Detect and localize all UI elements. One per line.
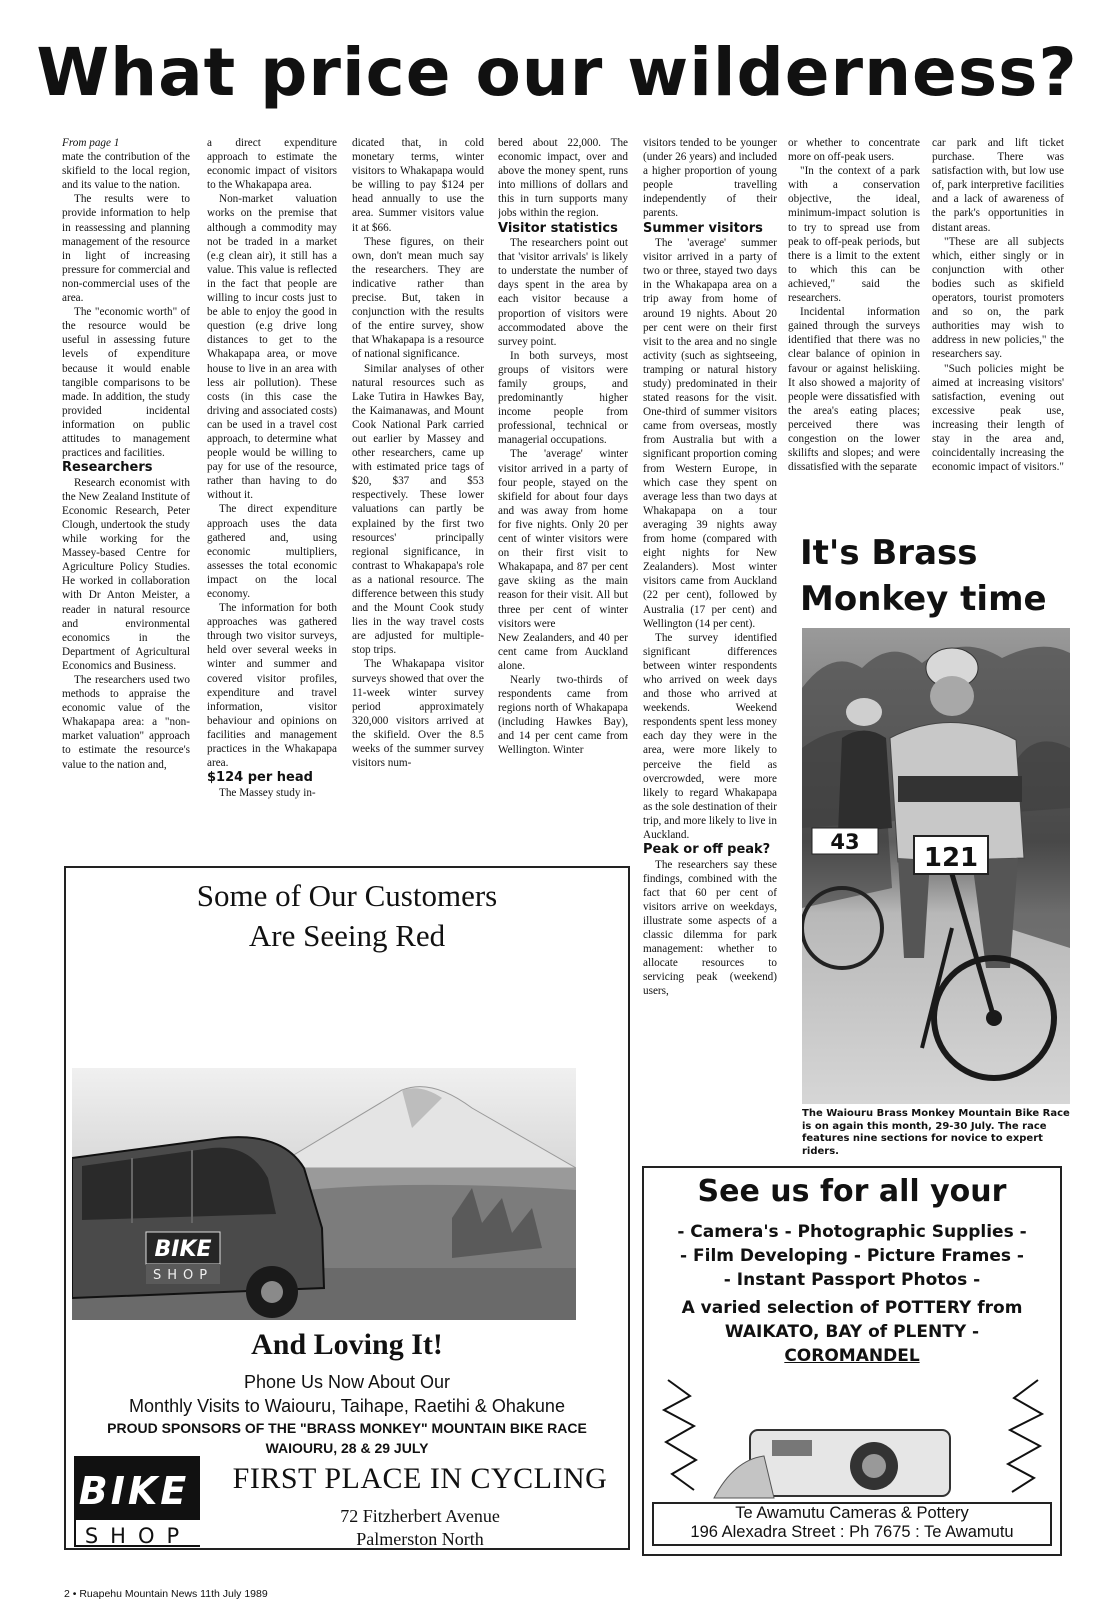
flash-zigzag-right xyxy=(1008,1380,1042,1492)
paragraph: The "economic worth" of the resource would be useful in assessing future levels of expenditure because it would enable tangible comparisons to be made. In addition, the study provided incidental information on public attitudes to management practices and facilities. xyxy=(62,306,190,460)
article-column-5 xyxy=(643,136,777,1146)
camera-illustration xyxy=(654,1370,1050,1500)
ad-loving-it: And Loving It! xyxy=(251,1328,443,1361)
paragraph: "Such policies might be aimed at increasing visitors' satisfaction, evening out excessive peak use, increasing their length of stay in the area and, coincidentally increasing the economic impact of visitors." xyxy=(932,362,1064,474)
paragraph: Research economist with the New Zealand Institute of Economic Research, Peter Clough, undertook the study while working for the Massey-based Centre for Agriculture Policy Studies. He worked in collaboration with Dr Anton Meister, a reader in natural resource and environmental economics in the Department of Agricultural Economics and Business. xyxy=(62,476,190,672)
paragraph: "In the context of a park with a conservation objective, the ideal, minimum-impact solution is to try to spread use from peak to off-peak periods, but there is a limit to the extent to which this can be achieved," said the researchers. xyxy=(788,165,920,305)
ad2-line-pottery: A varied selection of POTTERY from xyxy=(681,1298,1023,1318)
ad-phone-line: Phone Us Now About Our xyxy=(243,1372,451,1392)
ad-heading-line-2: Are Seeing Red xyxy=(248,918,446,953)
paragraph: Similar analyses of other natural resources such as Lake Tutira in Hawkes Bay, the Kaimanawas, and Mount Cook National Park carried out earlier by Massey and other researchers, came up with estimated price tags of $20, $37 and $53 respectively. These lower valuations can partly be explained by the first two resources' principally regional significance, in contrast to Whakapapa's role as a national resource. The difference between this study and the Mount Cook study lies in the way travel costs are adjusted for multiple-stop trips. xyxy=(352,362,484,657)
ad2-heading: See us for all your xyxy=(697,1174,1007,1209)
ad2-line-coromandel: COROMANDEL xyxy=(784,1346,920,1366)
paragraph: Incidental information gained through the surveys identified that there was no clear balance of opinion in favour or against heliskiing. It also showed a majority of people were dissatisfied with the area's eating places; perceived there was congestion on the lower skilifts and slopes; and were dissatisfied with the separate xyxy=(788,306,920,474)
paragraph: The direct expenditure approach uses the data gathered and, using economic multipliers, assesses the total economic impact on the local economy. xyxy=(207,503,337,600)
article-column-4 xyxy=(498,136,628,848)
ad-dates-line: WAIOURU, 28 & 29 JULY xyxy=(265,1440,429,1456)
paragraph: car park and lift ticket purchase. There was satisfaction with, but low use of, park interpretive facilities and a lack of awareness of the park's opportunities in distant areas. xyxy=(932,137,1064,234)
brass-title-line-1: It's Brass xyxy=(800,533,978,573)
subheading-researchers: Researchers xyxy=(62,460,153,476)
ad-address-city: Palmerston North xyxy=(356,1529,484,1549)
paragraph: Non-market valuation works on the premise that although a commodity may not be traded in a market (e.g clean air), it still has a value. This value is reflected in the fact that people are willing to incur costs just to be able to enjoy the good in question (e.g drive long distances to get to the Whakapapa area, or move house to live in an area with less air pollution). These costs (in this case the driving and associated costs) can be used in a travel cost approach, to determine what people would be willing to pay for use of the resource, rather than having to do without it. xyxy=(207,193,337,502)
subheading-visitor-statistics: Visitor statistics xyxy=(498,220,618,236)
paragraph: The information for both approaches was gathered through two visitor surveys, held over several weeks in winter and summer and covered visitor profiles, expenditure and travel information, visitor behaviour and opinions on facilities and management practices in the Whakapapa area. xyxy=(207,602,337,770)
photo-caption: The Waiouru Brass Monkey Mountain Bike Race is on again this month, 29-30 July. The race features nine sections for novice to expert riders. xyxy=(802,1108,1070,1157)
ad2-line-cameras: - Camera's - Photographic Supplies - xyxy=(677,1222,1027,1242)
paragraph: or whether to concentrate more on off-peak users. xyxy=(788,137,920,164)
paragraph: The Massey study in- xyxy=(219,786,316,799)
flash-zigzag-left xyxy=(664,1380,696,1490)
ad2-store-address: 196 Alexadra Street : Ph 7675 : Te Awamutu xyxy=(690,1523,1014,1541)
page-footer: 2 • Ruapehu Mountain News 11th July 1989 xyxy=(64,1588,268,1600)
paragraph: The researchers say these findings, combined with the fact that 60 per cent of visitors arrive on weekdays, illustrate some aspects of a classic dilemma for park management: whether to allocate resources to servicing peak (weekend) users, xyxy=(643,858,777,998)
continued-from: From page 1 xyxy=(62,137,120,149)
bib-number-121: 121 xyxy=(923,843,979,873)
ad2-line-passport: - Instant Passport Photos - xyxy=(723,1270,981,1290)
logo-bike-text: BIKE xyxy=(78,1469,190,1513)
paragraph: The researchers point out that 'visitor arrivals' is likely to understate the number of days spent in the area by each visitor because a proportion of visitors were accommodated above the survey point. xyxy=(498,237,628,348)
subheading-peak-or-off-peak: Peak or off peak? xyxy=(643,842,771,858)
paragraph: The 'average' summer visitor arrived in a party of two or three, stayed two days in the Whakapapa area on a trip away from home of around 19 nights. About 20 per cent were on their first visit to the area and no single activity (such as sightseeing, tramping or natural history study) predominated in their stated reasons for the visit. One-third of summer visitors came from overseas, mostly from Australia but with a significant proportion coming from Western Europe, in which case they spent on average less than two days at Whakapapa on a tour averaging 39 nights away from home (compared with eight nights for New Zealanders). Most winter visitors came from Auckland (22 per cent), followed by Australia (17 per cent) and Wellington (14 per cent). xyxy=(643,237,777,630)
logo-shop-text: SHOP xyxy=(84,1524,192,1548)
van-logo-bike: BIKE xyxy=(154,1237,212,1262)
paragraph: visitors tended to be younger (under 26 years) and included a higher proportion of young people travelling independently of their parents. xyxy=(643,137,777,220)
paragraph: bered about 22,000. The economic impact, over and above the money spent, runs into millions of dollars and this in turn supports many jobs within the region. xyxy=(498,137,628,220)
ad-heading-line-1: Some of Our Customers xyxy=(196,878,498,913)
paragraph: Nearly two-thirds of respondents came from regions north of Whakapapa (including Hawkes Bay), and 14 per cent came from Wellington. Winter xyxy=(498,673,628,757)
ad-address-street: 72 Fitzherbert Avenue xyxy=(340,1506,500,1526)
van-photo xyxy=(72,1018,576,1320)
van-logo-shop: SHOP xyxy=(152,1268,214,1283)
subheading-124-per-head: $124 per head xyxy=(207,770,313,786)
paragraph: dicated that, in cold monetary terms, winter visitors to Whakapapa would be willing to pay $124 per head annually to use the area. Summer visitors value it at $66. xyxy=(352,137,484,234)
paragraph: mate the contribution of the skifield to the local region, and its value to the nation. xyxy=(62,151,190,192)
article-column-3 xyxy=(352,136,484,848)
article-column-6 xyxy=(788,136,920,528)
brass-title-line-2: Monkey time xyxy=(800,579,1047,619)
camera-pottery-advertisement xyxy=(642,1166,1062,1556)
paragraph: In both surveys, most groups of visitors were family groups, and predominantly higher income people from professional, technical or managerial occupations. xyxy=(498,349,628,447)
paragraph: The researchers used two methods to appraise the economic value of the Whakapapa area: a "non-market valuation" approach to estimate the resource's value to the nation and, xyxy=(62,673,190,771)
paragraph: a direct expenditure approach to estimate the economic impact of visitors to the Whakapapa area. xyxy=(207,137,337,192)
ad2-footer-box xyxy=(652,1502,1052,1546)
ad2-line-regions: WAIKATO, BAY of PLENTY - xyxy=(724,1322,980,1342)
paragraph: These figures, on their own, don't mean much say the researchers. They are indicative rather than precise. But, taken in conjunction with the results of the entire survey, show that Whakapapa is a resource of national significance. xyxy=(352,235,484,361)
article-column-2 xyxy=(207,136,337,848)
paragraph: The 'average' winter visitor arrived in a party of four people, stayed on the skifield for about four days and was away from home for five nights. Only 20 per cent of winter visitors were on their first visit to Whakapapa, and 87 per cent gave skiing as the main reason for their visit. All but three per cent of winter visitors were xyxy=(498,448,628,630)
bib-number-43: 43 xyxy=(830,830,860,854)
article-column-1 xyxy=(62,136,190,848)
mountain-bike-photo xyxy=(802,628,1070,1104)
ad2-line-film: - Film Developing - Picture Frames - xyxy=(680,1246,1024,1266)
ad-first-place: FIRST PLACE IN CYCLING xyxy=(232,1462,608,1495)
paragraph: The survey identified significant differences between winter respondents who arrived on week days and those who arrived at weekends. Weekend respondents spent less money each day they were in the area, were more likely to perceive the field as overcrowded, were more likely to regard Whakapapa as the sole destination of their trip, and more likely to live in Auckland. xyxy=(643,631,777,841)
paragraph: The results were to provide information to help in reassessing and planning management of the resource in light of increasing pressure for commercial and non-commercial uses of the area. xyxy=(62,193,190,305)
article-column-7 xyxy=(932,136,1064,528)
headline: What price our wilderness? xyxy=(36,34,1078,111)
bike-shop-advertisement xyxy=(64,866,630,1550)
subheading-summer-visitors: Summer visitors xyxy=(643,220,763,236)
camera-icon xyxy=(750,1430,950,1496)
brass-monkey-headline xyxy=(800,530,1080,622)
ad2-store-name: Te Awamutu Cameras & Pottery xyxy=(735,1504,969,1522)
paragraph: The Whakapapa visitor surveys showed that over the 11-week winter survey period approximately 320,000 visitors arrived at the skifield. Over the 8.5 weeks of the summer survey visitors num- xyxy=(352,658,484,770)
paragraph: "These are all subjects which, either singly or in conjunction with other bodies such as skifield operators, tourist promoters and so on, the park authorities may wish to address in new policies," the researchers say. xyxy=(932,235,1064,361)
bike-shop-logo xyxy=(74,1456,200,1548)
ad-visits-line: Monthly Visits to Waiouru, Taihape, Raetihi & Ohakune xyxy=(129,1396,565,1416)
paragraph: New Zealanders, and 40 per cent came from Auckland alone. xyxy=(498,631,628,672)
ad-sponsors-line: PROUD SPONSORS OF THE "BRASS MONKEY" MOUNTAIN BIKE RACE xyxy=(107,1420,587,1436)
